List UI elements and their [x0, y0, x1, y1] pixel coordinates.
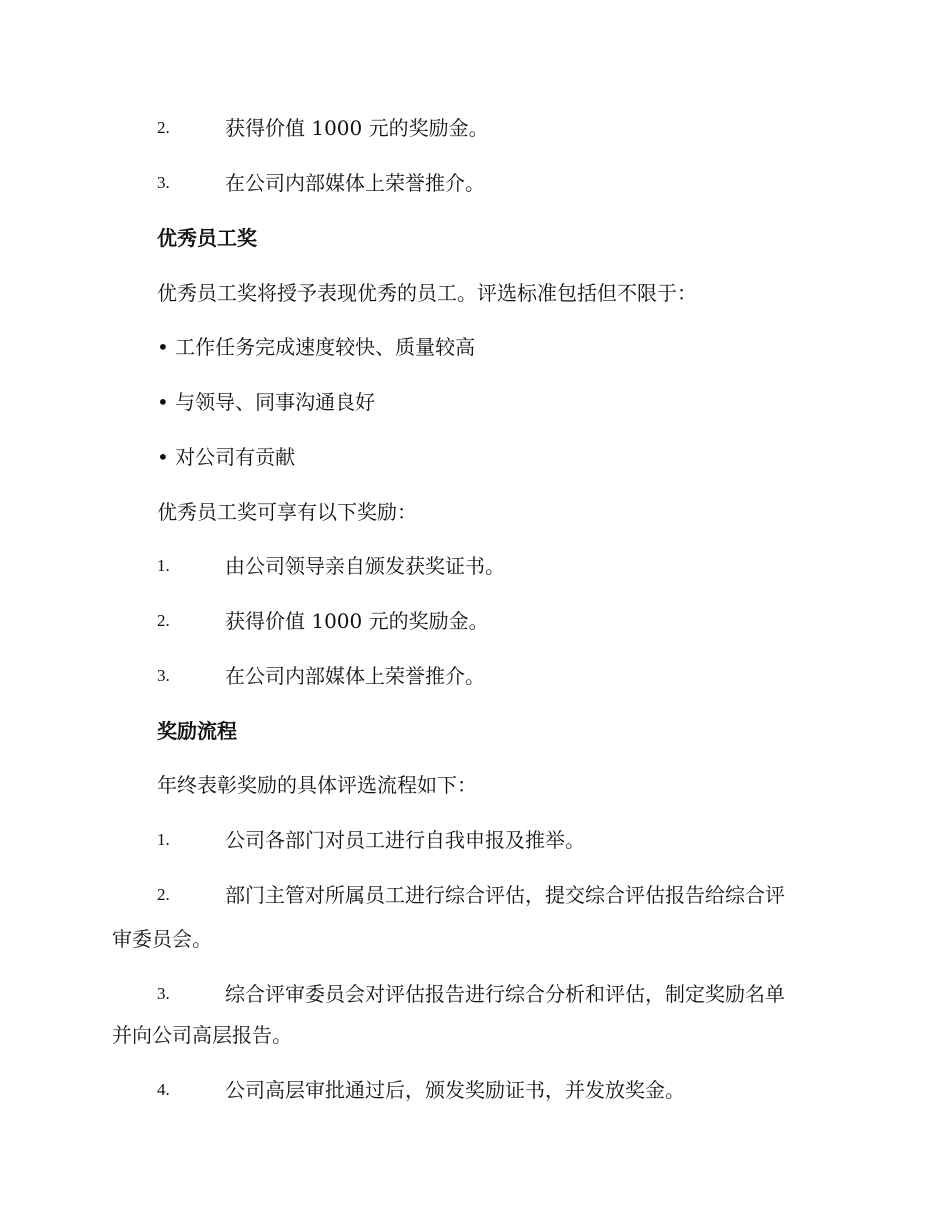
list-text: 在公司内部媒体上荣誉推介。 [225, 171, 485, 195]
heading-text: 奖励流程 [157, 719, 237, 743]
list-number: 3. [157, 666, 170, 685]
list-text: 公司各部门对员工进行自我申报及推举。 [225, 828, 585, 852]
paragraph-text: 年终表彰奖励的具体评选流程如下： [157, 773, 477, 797]
paragraph-text: 优秀员工奖将授予表现优秀的员工。评选标准包括但不限于： [157, 281, 697, 305]
list-text: 综合评审委员会对评估报告进行综合分析和评估，制定奖励名单 [225, 982, 785, 1006]
list-number: 3. [157, 984, 170, 1003]
bullet-text: • 对公司有贡献 [157, 445, 296, 469]
paragraph-text: 优秀员工奖可享有以下奖励： [157, 500, 417, 524]
list-text: 获得价值 1000 元的奖励金。 [225, 609, 489, 633]
heading-text: 优秀员工奖 [157, 226, 257, 250]
list-text: 审委员会。 [112, 927, 212, 951]
list-number: 1. [157, 556, 170, 575]
list-number: 3. [157, 173, 170, 192]
list-text: 并向公司高层报告。 [112, 1023, 292, 1047]
bullet-text: • 工作任务完成速度较快、质量较高 [157, 335, 476, 359]
list-text: 公司高层审批通过后，颁发奖励证书，并发放奖金。 [225, 1078, 685, 1102]
list-number: 4. [157, 1080, 170, 1099]
list-text: 由公司领导亲自颁发获奖证书。 [225, 554, 505, 578]
list-number: 2. [157, 611, 170, 630]
list-number: 2. [157, 118, 170, 137]
list-number: 2. [157, 885, 170, 904]
list-text: 部门主管对所属员工进行综合评估，提交综合评估报告给综合评 [225, 883, 785, 907]
list-text: 在公司内部媒体上荣誉推介。 [225, 664, 485, 688]
bullet-text: • 与领导、同事沟通良好 [157, 390, 376, 414]
list-text: 获得价值 1000 元的奖励金。 [225, 116, 489, 140]
list-number: 1. [157, 830, 170, 849]
